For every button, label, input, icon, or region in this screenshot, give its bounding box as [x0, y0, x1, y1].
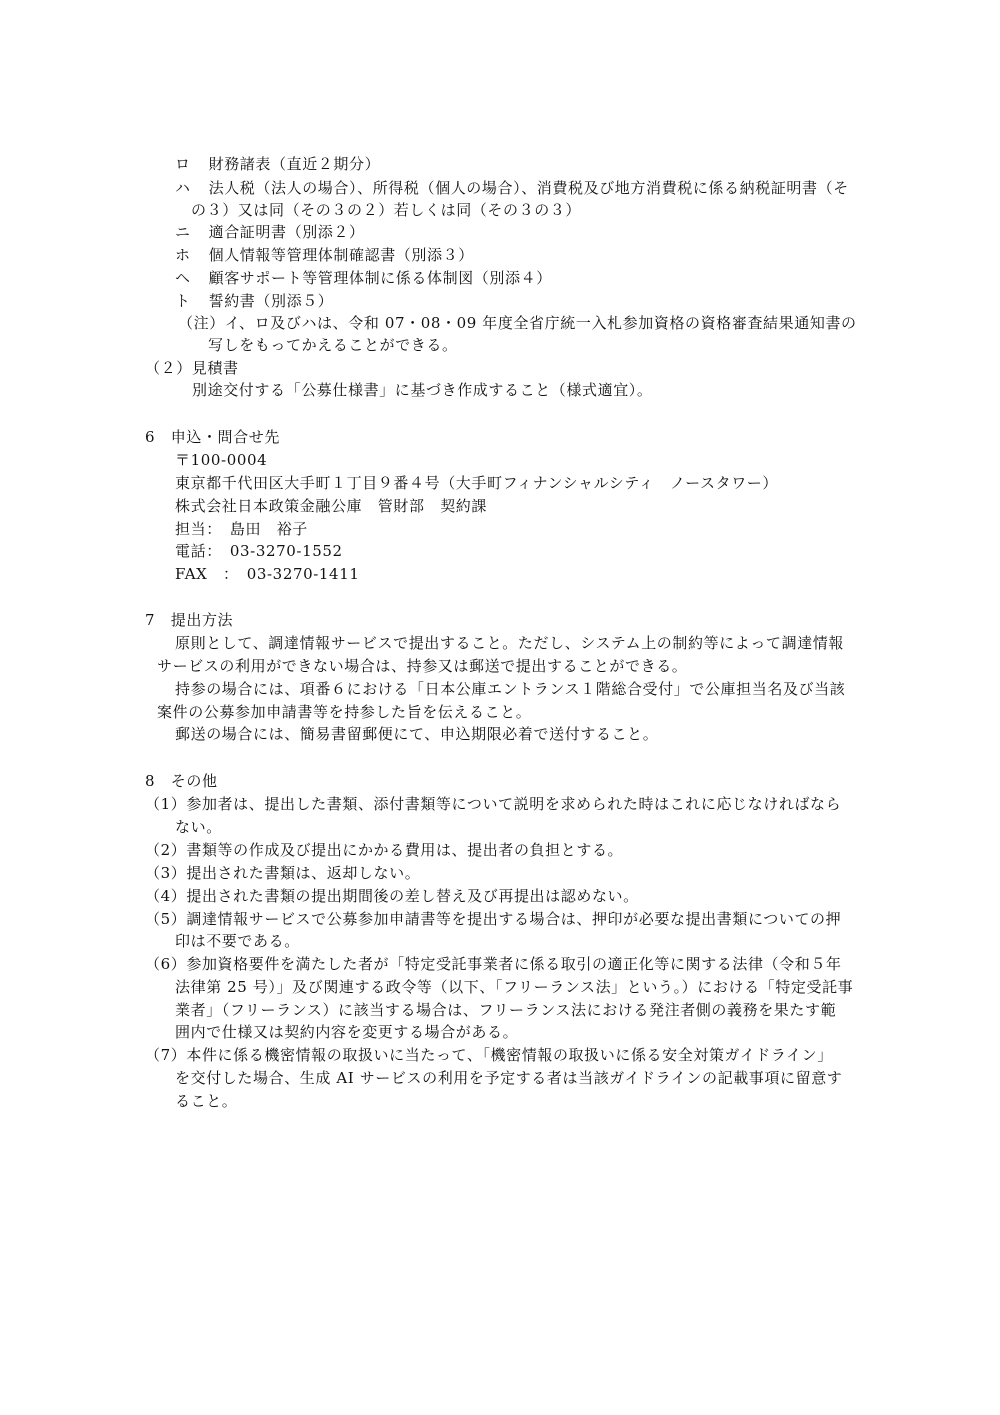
- section-6-heading: 6 申込・問合せ先: [145, 428, 280, 446]
- list-item-6-continued: 囲内で仕様又は契約内容を変更する場合がある。: [175, 1023, 519, 1041]
- list-marker: ト: [175, 292, 191, 310]
- list-item-ho: [175, 245, 474, 265]
- list-item-1-continued: ない。: [175, 818, 222, 836]
- list-item-6-continued: 法律第 25 号）」及び関連する政令等（以下、「フリーランス法」という。）における「特定受託事: [175, 978, 854, 996]
- list-item-to: [175, 291, 333, 311]
- paragraph-line: 持参の場合には、項番６における「日本公庫エントランス１階総合受付」で公庫担当名及び当該: [175, 680, 846, 698]
- list-item-7-continued: ること。: [175, 1092, 238, 1110]
- contact-person: 担当： 島田 裕子: [175, 520, 308, 538]
- organization: 株式会社日本政策金融公庫 管財部 契約課: [175, 497, 488, 515]
- list-marker: ハ: [175, 179, 191, 197]
- paragraph-line: 案件の公募参加申請書等を持参した旨を伝えること。: [157, 703, 532, 721]
- note-line-1: （注）イ、ロ及びハは、令和 07・08・09 年度全省庁統一入札参加資格の資格審査結果通知書の: [178, 314, 857, 332]
- list-item-text: 適合証明書（別添２）: [208, 223, 365, 241]
- list-item-he: [175, 268, 552, 288]
- list-item-ni: [175, 222, 365, 242]
- list-item-text: 個人情報等管理体制確認書（別添３）: [208, 246, 474, 264]
- paragraph-line: 原則として、調達情報サービスで提出すること。ただし、システム上の制約等によって調達情報: [175, 634, 845, 652]
- list-item-text: 財務諸表（直近２期分）: [208, 155, 381, 173]
- list-item-3: （3）提出された書類は、返却しない。: [145, 864, 421, 882]
- list-item-text: 顧客サポート等管理体制に係る体制図（別添４）: [208, 269, 552, 287]
- paragraph-line: サービスの利用ができない場合は、持参又は郵送で提出することができる。: [157, 657, 688, 675]
- postal-code: 〒100-0004: [175, 451, 268, 469]
- list-item-1: （1）参加者は、提出した書類、添付書類等について説明を求められた時はこれに応じなければなら: [145, 795, 842, 813]
- fax: FAX ： 03-3270-1411: [175, 565, 360, 583]
- list-item-text: 誓約書（別添５）: [208, 292, 334, 310]
- paragraph-line: 郵送の場合には、簡易書留郵便にて、申込期限必着で送付すること。: [175, 725, 659, 743]
- list-item-6-continued: 業者」（フリーランス）に該当する場合は、フリーランス法における発注者側の義務を果たす範: [175, 1001, 837, 1019]
- list-item-6: （6）参加資格要件を満たした者が「特定受託事業者に係る取引の適正化等に関する法律（令和５年: [145, 955, 842, 973]
- list-marker: ホ: [175, 246, 191, 264]
- section-8-heading: 8 その他: [145, 772, 218, 790]
- list-marker: ニ: [175, 223, 191, 241]
- list-item-2: （2）書類等の作成及び提出にかかる費用は、提出者の負担とする。: [145, 841, 624, 859]
- list-item-text: 法人税（法人の場合）、所得税（個人の場合）、消費税及び地方消費税に係る納税証明書（そ: [208, 179, 849, 197]
- section-7-heading: 7 提出方法: [145, 611, 234, 629]
- address: 東京都千代田区大手町１丁目９番４号（大手町フィナンシャルシティ ノースタワー）: [175, 474, 779, 492]
- list-marker: ロ: [175, 155, 191, 173]
- estimate-body: 別途交付する「公募仕様書」に基づき作成すること（様式適宜）。: [192, 381, 653, 399]
- note-line-2: 写しをもってかえることができる。: [208, 336, 458, 354]
- list-item-4: （4）提出された書類の提出期間後の差し替え及び再提出は認めない。: [145, 887, 639, 905]
- list-item-5-continued: 印は不要である。: [175, 932, 300, 950]
- list-marker: ヘ: [175, 269, 191, 287]
- list-item-5: （5）調達情報サービスで公募参加申請書等を提出する場合は、押印が必要な提出書類についての押: [145, 910, 842, 928]
- list-item-ha: [175, 178, 849, 198]
- telephone: 電話： 03-3270-1552: [175, 542, 343, 560]
- list-item-7: （7）本件に係る機密情報の取扱いに当たって、「機密情報の取扱いに係る安全対策ガイドライン」: [145, 1046, 833, 1064]
- list-item-ro: [175, 154, 380, 174]
- list-item-ha-continued: の３）又は同（その３の２）若しくは同（その３の３）: [191, 201, 582, 219]
- list-item-7-continued: を交付した場合、生成 AI サービスの利用を予定する者は当該ガイドラインの記載事項に留意す: [175, 1069, 843, 1087]
- estimate-heading: （２）見積書: [145, 359, 239, 377]
